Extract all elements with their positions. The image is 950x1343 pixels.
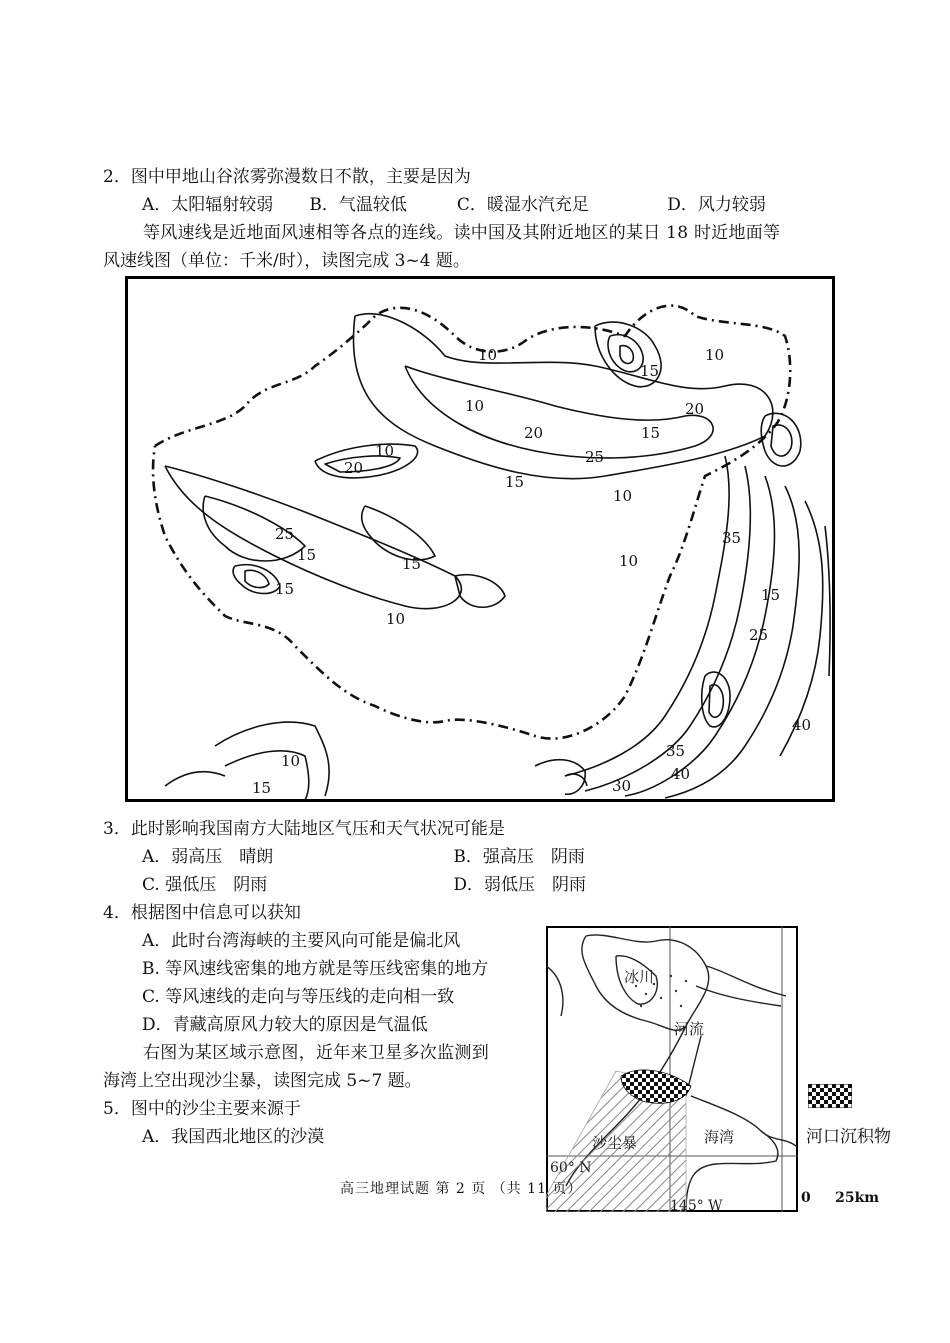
q4-option-a: A．此时台湾海峡的主要风向可能是偏北风	[142, 931, 461, 951]
isoline-label: 25	[275, 525, 295, 543]
isoline-label: 35	[722, 529, 742, 547]
intro-5-7-line1: 右图为某区域示意图，近年来卫星多次监测到	[143, 1043, 489, 1063]
river-label: 河流	[674, 1020, 705, 1038]
sediment-legend-swatch	[808, 1084, 852, 1108]
isoline-label: 10	[478, 346, 498, 364]
scale-bar: 0 25km	[801, 1190, 880, 1206]
isoline-label: 10	[619, 552, 639, 570]
q2-option-c: C．暖湿水汽充足	[456, 195, 589, 215]
isoline-label: 25	[749, 626, 769, 644]
longitude-label: 145° W	[670, 1198, 723, 1212]
q3-options-row2	[142, 874, 586, 896]
isoline-label: 15	[252, 779, 272, 797]
intro-5-7-line2: 海湾上空出现沙尘暴，读图完成 5~7 题。	[103, 1071, 422, 1091]
isoline-label: 20	[344, 459, 364, 477]
isoline-label: 25	[585, 448, 605, 466]
isoline-label: 15	[275, 580, 295, 598]
region-sketch-map	[546, 926, 798, 1212]
q4-option-b: B. 等风速线密集的地方就是等压线密集的地方	[142, 959, 489, 979]
q2-options	[142, 194, 766, 216]
isoline-label: 40	[792, 716, 812, 734]
glacier-label: 冰川	[624, 968, 655, 986]
isoline-label: 10	[375, 442, 395, 460]
isoline-label: 10	[465, 397, 485, 415]
q4-option-d: D．青藏高原风力较大的原因是气温低	[142, 1015, 428, 1035]
q2-option-d: D．风力较弱	[667, 195, 766, 215]
q4-option-c: C. 等风速线的走向与等压线的走向相一致	[142, 987, 455, 1007]
isoline-label: 30	[612, 777, 632, 795]
bay-label: 海湾	[704, 1128, 735, 1146]
q3-option-c: C. 强低压 阴雨	[142, 875, 268, 895]
isoline-label: 10	[281, 752, 301, 770]
isoline-label: 35	[666, 742, 686, 760]
isoline-label: 15	[640, 362, 660, 380]
isoline-label: 20	[524, 424, 544, 442]
isoline-label: 15	[641, 424, 661, 442]
q3-option-a: A．弱高压 晴朗	[142, 847, 274, 867]
isoline-label: 20	[685, 400, 705, 418]
isoline-label: 15	[761, 586, 781, 604]
q3-option-d: D．弱低压 阴雨	[453, 875, 587, 895]
q4-stem: 4．根据图中信息可以获知	[103, 903, 301, 923]
isoline-label: 15	[505, 473, 525, 491]
q3-options-row1	[142, 846, 585, 868]
q5-stem: 5．图中的沙尘主要来源于	[103, 1099, 301, 1119]
isoline-label: 15	[402, 555, 422, 573]
legend-label: 河口沉积物	[806, 1127, 891, 1147]
q5-option-a: A．我国西北地区的沙漠	[142, 1127, 325, 1147]
q3-stem: 3．此时影响我国南方大陆地区气压和天气状况可能是	[103, 819, 505, 839]
isoline-label: 10	[613, 487, 633, 505]
q2-stem: 2．图中甲地山谷浓雾弥漫数日不散，主要是因为	[103, 167, 471, 187]
page-footer: 高三地理试题 第 2 页 （共 11 页）	[340, 1181, 583, 1197]
q3-option-b: B．强高压 阴雨	[453, 847, 585, 867]
intro-3-4-line1: 等风速线是近地面风速相等各点的连线。读中国及其附近地区的某日 18 时近地面等	[143, 223, 781, 243]
latitude-label: 60° N	[550, 1160, 592, 1176]
isoline-label: 40	[671, 765, 691, 783]
q2-option-b: B．气温较低	[309, 195, 407, 215]
isoline-label: 10	[705, 346, 725, 364]
q2-option-a: A．太阳辐射较弱	[142, 195, 274, 215]
isoline-label: 10	[386, 610, 406, 628]
isoline-label: 15	[297, 546, 317, 564]
wind-speed-isoline-map	[125, 276, 835, 802]
intro-3-4-line2: 风速线图（单位：千米/时），读图完成 3~4 题。	[103, 251, 470, 271]
dust-storm-label: 沙尘暴	[592, 1134, 638, 1152]
